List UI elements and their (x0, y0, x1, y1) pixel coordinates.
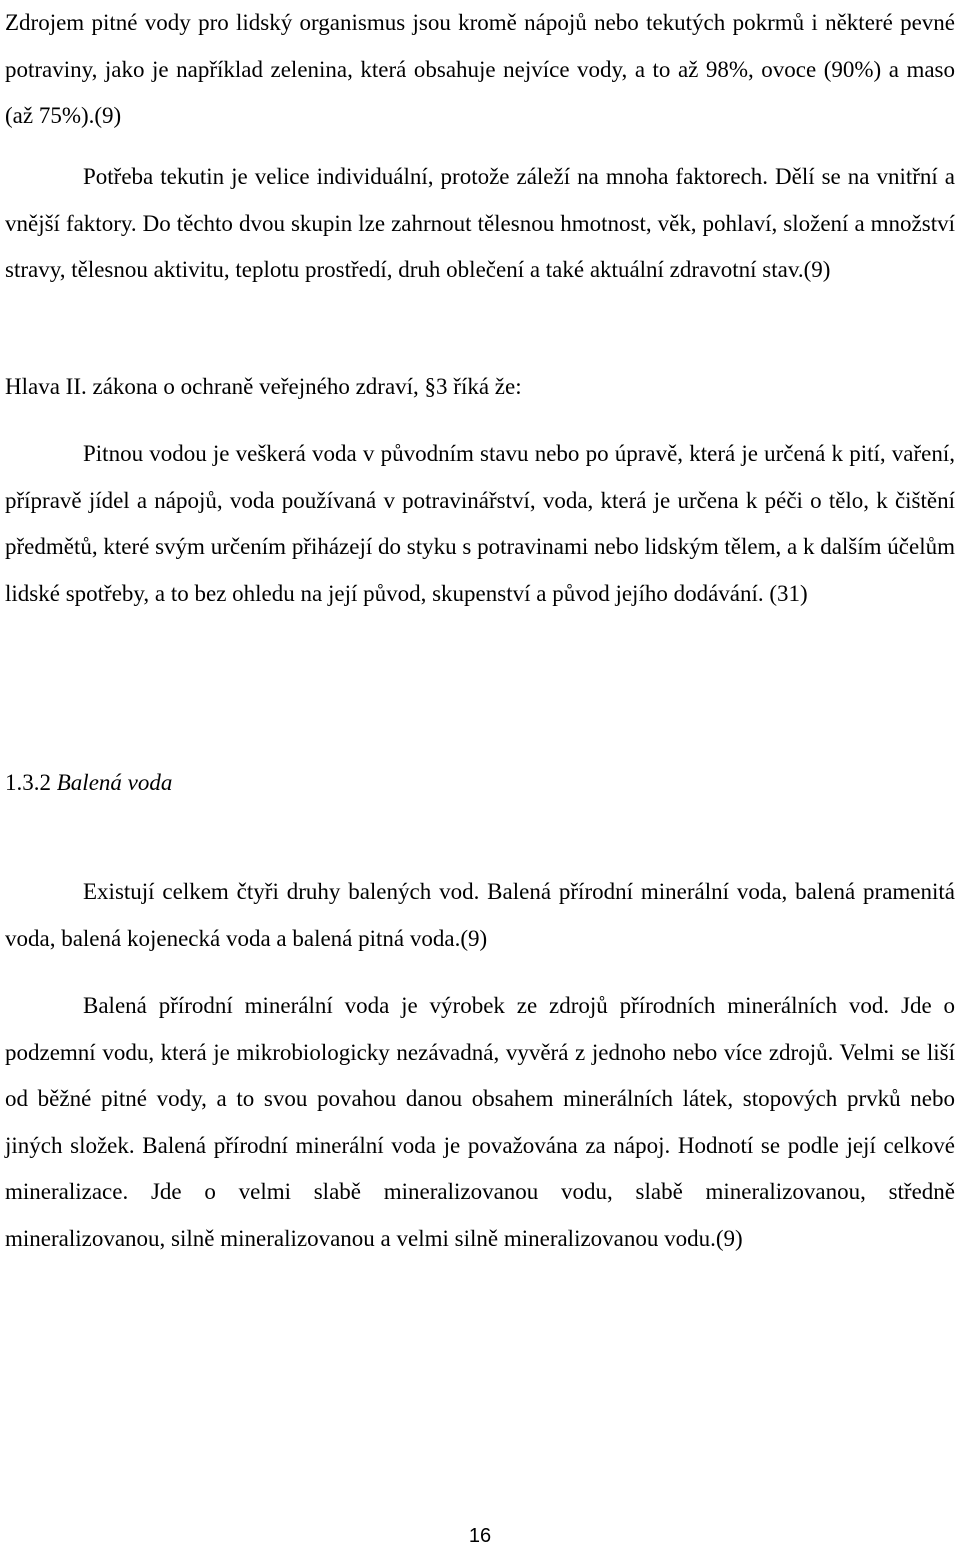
paragraph-drinking-water-definition: Pitnou vodou je veškerá voda v původním stavu nebo po úpravě, která je určená k pití, vaření, přípravě jídel a nápojů, voda používaná v potravinářství, voda, která je určena k péči o tělo, k čištění předmětů, které svým určením přiházejí do styku s potravinami nebo lidským tělem, a k dalším účelům lidské spotřeby, a to bez ohledu na její původ, skupenství a původ jejího dodávání. (31) (5, 441, 955, 606)
paragraph-bottled-water-types: Existují celkem čtyři druhy balených vod. Balená přírodní minerální voda, balená pramenitá voda, balená kojenecká voda a balená pitná voda.(9) (5, 879, 955, 951)
paragraph-water-sources: Zdrojem pitné vody pro lidský organismus jsou kromě nápojů nebo tekutých pokrmů i některé pevné potraviny, jako je například zelenina, která obsahuje nejvíce vody, a to až 98%, ovoce (90%) a maso (až 75%).(9) (5, 10, 955, 128)
section-title: Balená voda (56, 770, 173, 795)
section-heading (5, 760, 172, 806)
paragraph-fluid-needs: Potřeba tekutin je velice individuální, protože záleží na mnoha faktorech. Dělí se na vnitřní a vnější faktory. Do těchto dvou skupin lze zahrnout tělesnou hmotnost, věk, pohlaví, složení a množství stravy, tělesnou aktivitu, teplotu prostředí, druh oblečení a také aktuální zdravotní stav.(9) (5, 164, 955, 282)
paragraph-mineral-water: Balená přírodní minerální voda je výrobek ze zdrojů přírodních minerálních vod. Jde o podzemní vodu, která je mikrobiologicky nezávadná, vyvěrá z jednoho nebo více zdrojů. Velmi se liší od běžné pitné vody, a to svou povahou danou obsahem minerálních látek, stopových prvků nebo jiných složek. Balená přírodní minerální voda je považována za nápoj. Hodnotí se podle její celkové mineralizace. Jde o velmi slabě mineralizovanou vodu, slabě mineralizovanou, středně mineralizovanou, silně mineralizovanou a velmi silně mineralizovanou vodu.(9) (5, 993, 955, 1251)
paragraph-law-intro: Hlava II. zákona o ochraně veřejného zdraví, §3 říká že: (5, 374, 522, 399)
section-number: 1.3.2 (5, 770, 51, 795)
page-number: 16 (468, 1525, 492, 1547)
